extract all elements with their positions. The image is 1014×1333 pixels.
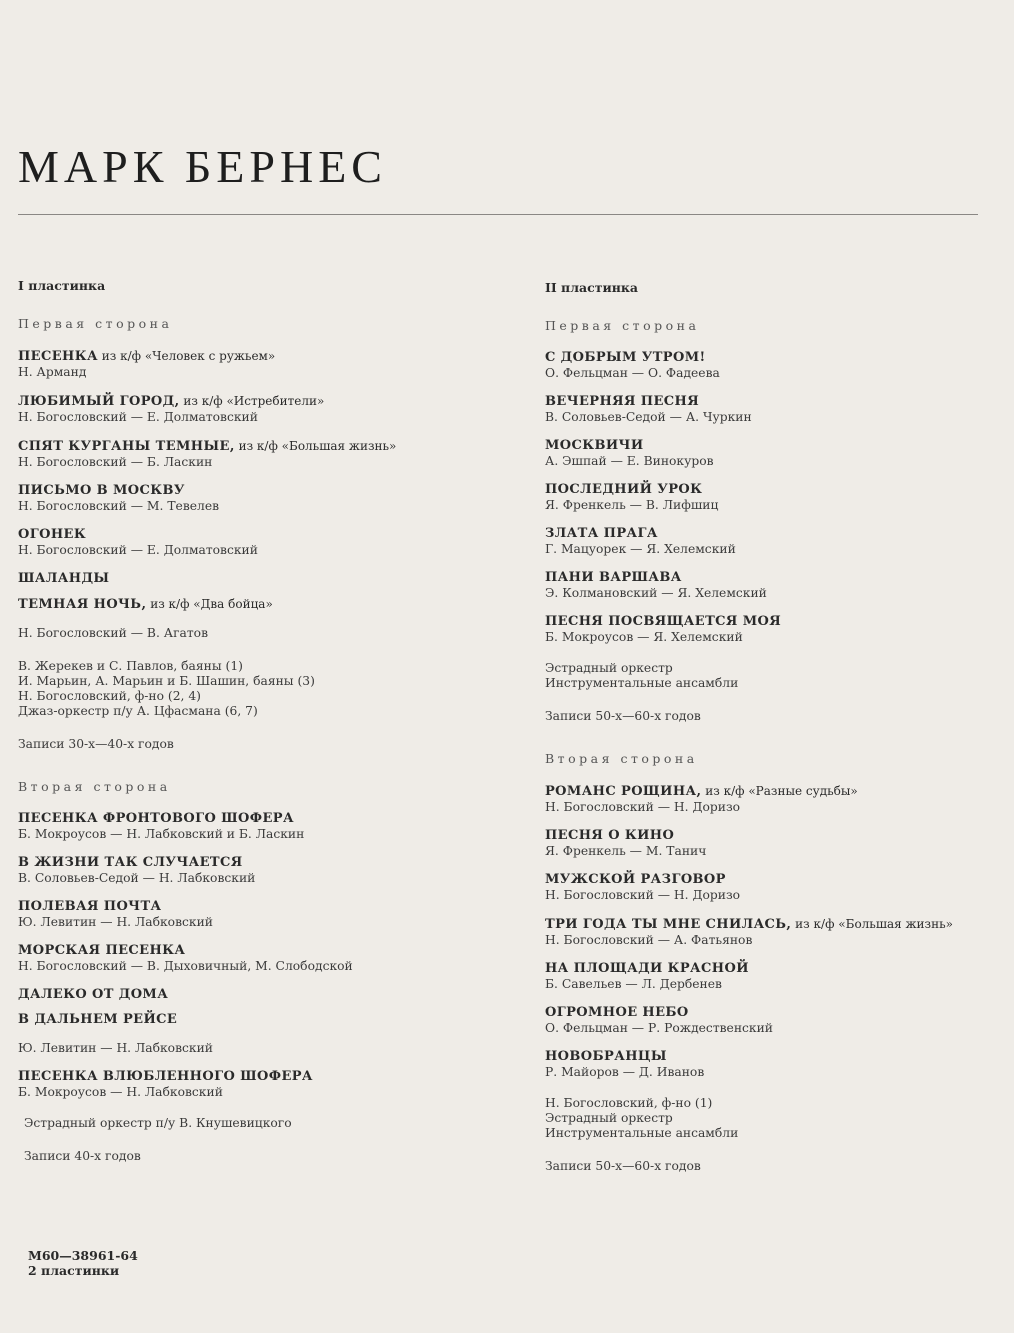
song-authors: Б. Мокроусов — Я. Хелемский <box>545 630 743 644</box>
song-authors: Н. Богословский — В. Дыховичный, М. Слободской <box>18 959 353 973</box>
recording-years: Записи 30-х—40-х годов <box>18 737 174 751</box>
song-authors: Э. Колмановский — Я. Хелемский <box>545 586 767 600</box>
song-title: ПЕСНЯ ПОСВЯЩАЕТСЯ МОЯ <box>545 614 782 629</box>
song-title: ТРИ ГОДА ТЫ МНЕ СНИЛАСЬ, <box>545 917 792 932</box>
song-title: ТЕМНАЯ НОЧЬ, <box>18 597 147 612</box>
track-item <box>18 571 478 587</box>
song-title: ДАЛЕКО ОТ ДОМА <box>18 987 169 1002</box>
performer-line: Джаз-оркестр п/у А. Цфасмана (6, 7) <box>18 704 258 718</box>
track-item <box>18 943 478 974</box>
song-authors: Ю. Левитин — Н. Лабковский <box>18 1041 213 1055</box>
film-note: из к/ф «Человек с ружьем» <box>97 349 276 363</box>
track-item <box>545 961 1005 992</box>
song-authors: Я. Френкель — М. Танич <box>545 844 707 858</box>
performers <box>545 1096 1005 1141</box>
track-item <box>545 394 1005 425</box>
song-title: ПЕСЕНКА <box>18 349 98 364</box>
film-note: из к/ф «Большая жизнь» <box>234 439 397 453</box>
song-title: ЗЛАТА ПРАГА <box>545 526 658 541</box>
track-item <box>545 482 1005 513</box>
song-authors: О. Фельцман — О. Фадеева <box>545 366 720 380</box>
track-list <box>545 350 1005 645</box>
song-authors: Н. Богословский — М. Тевелев <box>18 499 220 513</box>
song-authors: В. Соловьев-Седой — Н. Лабковский <box>18 871 256 885</box>
recording-years: Записи 50-х—60-х годов <box>545 709 701 723</box>
film-note: из к/ф «Истребители» <box>179 394 325 408</box>
side-label: Вторая сторона <box>18 779 171 794</box>
song-title: ПИСЬМО В МОСКВУ <box>18 483 185 498</box>
song-title: ПОСЛЕДНИЙ УРОК <box>545 482 703 497</box>
side-label: Вторая сторона <box>545 751 698 766</box>
song-title: МОСКВИЧИ <box>545 438 644 453</box>
performer-line: Н. Богословский, ф-но (2, 4) <box>18 689 201 703</box>
song-title: МОРСКАЯ ПЕСЕНКА <box>18 943 186 958</box>
track-item <box>18 527 478 558</box>
track-item <box>18 438 478 470</box>
track-item <box>545 828 1005 859</box>
song-authors: Н. Богословский — Е. Долматовский <box>18 410 258 424</box>
song-title: ОГОНЕК <box>18 527 87 542</box>
track-item <box>545 350 1005 381</box>
song-title: СПЯТ КУРГАНЫ ТЕМНЫЕ, <box>18 439 235 454</box>
performer-line: Н. Богословский, ф-но (1) <box>545 1096 713 1110</box>
track-list <box>545 783 1005 1080</box>
track-item <box>18 1069 478 1100</box>
track-item <box>545 872 1005 903</box>
performer-line: В. Жерекев и С. Павлов, баяны (1) <box>18 659 243 673</box>
track-item <box>545 438 1005 469</box>
song-authors: Я. Френкель — В. Лифшиц <box>545 498 719 512</box>
track-item <box>545 916 1005 948</box>
song-authors: Ю. Левитин — Н. Лабковский <box>18 915 213 929</box>
album-title: МАРК БЕРНЕС <box>18 141 387 192</box>
song-authors: Н. Богословский — Б. Ласкин <box>18 455 213 469</box>
track-item <box>18 1012 478 1028</box>
track-item <box>18 596 478 613</box>
track-item <box>545 783 1005 815</box>
song-title: РОМАНС РОЩИНА, <box>545 784 702 799</box>
song-authors: Б. Мокроусов — Н. Лабковский и Б. Ласкин <box>18 827 305 841</box>
song-title: ШАЛАНДЫ <box>18 571 110 586</box>
song-title: ПЕСЕНКА ВЛЮБЛЕННОГО ШОФЕРА <box>18 1069 313 1084</box>
title-divider <box>18 214 978 215</box>
performer-line: И. Марьин, А. Марьин и Б. Шашин, баяны (3) <box>18 674 315 688</box>
performer-line: Инструментальные ансамбли <box>545 676 739 690</box>
disc-label: I пластинка <box>18 278 106 293</box>
song-title: ЛЮБИМЫЙ ГОРОД, <box>18 394 180 409</box>
track-item <box>18 811 478 842</box>
song-authors: О. Фельцман — Р. Рождественский <box>545 1021 773 1035</box>
song-title: ВЕЧЕРНЯЯ ПЕСНЯ <box>545 394 700 409</box>
performers <box>545 661 1005 691</box>
track-item <box>18 855 478 886</box>
track-item <box>18 483 478 514</box>
song-authors: Н. Богословский — Н. Доризо <box>545 888 741 902</box>
song-authors: А. Эшпай — Е. Винокуров <box>545 454 714 468</box>
performer-line: Эстрадный оркестр <box>545 1111 673 1125</box>
side-label: Первая сторона <box>18 316 173 331</box>
performers <box>18 1116 478 1131</box>
song-authors: Б. Савельев — Л. Дербенев <box>545 977 722 991</box>
track-list <box>18 811 478 1100</box>
performer-line: Эстрадный оркестр п/у В. Кнушевицкого <box>24 1116 292 1130</box>
disc-label: II пластинка <box>545 280 639 295</box>
film-note: из к/ф «Разные судьбы» <box>701 784 858 798</box>
song-title: НА ПЛОЩАДИ КРАСНОЙ <box>545 961 749 976</box>
song-title: В ЖИЗНИ ТАК СЛУЧАЕТСЯ <box>18 855 243 870</box>
performer-line: Инструментальные ансамбли <box>545 1126 739 1140</box>
disc-count: 2 пластинки <box>28 1263 120 1278</box>
side-label: Первая сторона <box>545 318 700 333</box>
performer-line: Эстрадный оркестр <box>545 661 673 675</box>
track-item <box>545 570 1005 601</box>
song-authors: В. Соловьев-Седой — А. Чуркин <box>545 410 752 424</box>
track-item <box>545 1049 1005 1080</box>
song-title: ПЕСНЯ О КИНО <box>545 828 675 843</box>
catalog-number: М60—38961-64 <box>28 1248 138 1263</box>
film-note: из к/ф «Два бойца» <box>146 597 273 611</box>
disc-2-column <box>545 280 1005 1192</box>
track-item <box>545 1005 1005 1036</box>
track-item <box>18 987 478 1003</box>
song-title: ОГРОМНОЕ НЕБО <box>545 1005 689 1020</box>
track-item <box>545 614 1005 645</box>
song-authors: Б. Мокроусов — Н. Лабковский <box>18 1085 223 1099</box>
song-authors: Р. Майоров — Д. Иванов <box>545 1065 705 1079</box>
recording-years: Записи 50-х—60-х годов <box>545 1159 701 1173</box>
song-authors: Н. Арманд <box>18 365 87 379</box>
track-item <box>18 348 478 380</box>
recording-years: Записи 40-х годов <box>24 1149 141 1163</box>
performers <box>18 659 478 719</box>
track-item <box>545 526 1005 557</box>
song-authors: Г. Мацуорек — Я. Хелемский <box>545 542 736 556</box>
catalog-footer <box>28 1248 138 1278</box>
song-title: ПОЛЕВАЯ ПОЧТА <box>18 899 162 914</box>
song-title: МУЖСКОЙ РАЗГОВОР <box>545 872 726 887</box>
song-title: ПАНИ ВАРШАВА <box>545 570 682 585</box>
song-authors: Н. Богословский — В. Агатов <box>18 626 209 640</box>
track-list <box>18 348 478 641</box>
track-item <box>18 393 478 425</box>
song-title: НОВОБРАНЦЫ <box>545 1049 667 1064</box>
track-item <box>18 899 478 930</box>
song-title: В ДАЛЬНЕМ РЕЙСЕ <box>18 1012 178 1027</box>
song-authors: Н. Богословский — Е. Долматовский <box>18 543 258 557</box>
song-title: С ДОБРЫМ УТРОМ! <box>545 350 706 365</box>
song-title: ПЕСЕНКА ФРОНТОВОГО ШОФЕРА <box>18 811 294 826</box>
song-authors: Н. Богословский — А. Фатьянов <box>545 933 753 947</box>
song-authors: Н. Богословский — Н. Доризо <box>545 800 741 814</box>
film-note: из к/ф «Большая жизнь» <box>791 917 953 931</box>
disc-1-column <box>18 278 478 1182</box>
